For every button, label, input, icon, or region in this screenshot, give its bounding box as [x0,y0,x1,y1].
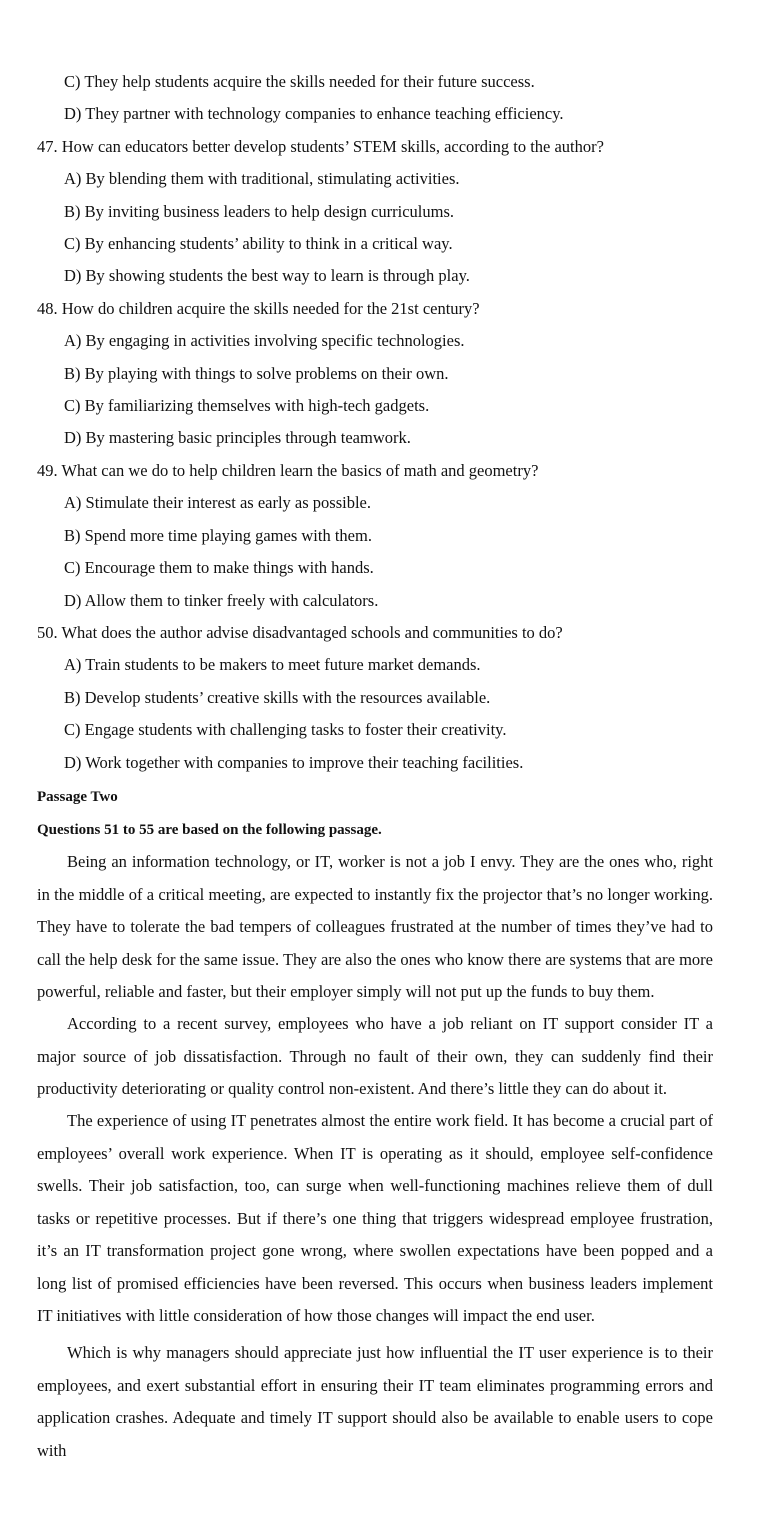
passage-paragraph-4: Which is why managers should appreciate just how influential the IT user experience is to their employees, and exert substantial effort in ensuring their IT team eliminates programming errors and application crashes. Adequate and timely IT support should also be available to enable users to cope with [37,1343,713,1460]
q50-option-b: B) Develop students’ creative skills with the resources available. [64,688,491,707]
q46-option-d: D) They partner with technology companies to enhance teaching efficiency. [64,104,564,123]
q48-option-d: D) By mastering basic principles through teamwork. [64,428,411,447]
q47-option-b: B) By inviting business leaders to help design curriculums. [64,202,454,221]
passage-instruction: Questions 51 to 55 are based on the following passage. [37,822,382,838]
q50-option-d: D) Work together with companies to improve their teaching facilities. [64,753,524,772]
q48-option-a: A) By engaging in activities involving specific technologies. [64,331,465,350]
q47-stem: 47. How can educators better develop students’ STEM skills, according to the author? [37,137,604,156]
q50-option-a: A) Train students to be makers to meet future market demands. [64,655,481,674]
q48-stem: 48. How do children acquire the skills needed for the 21st century? [37,299,480,318]
passage-paragraph-3: The experience of using IT penetrates almost the entire work field. It has become a crucial part of employees’ overall work experience. When IT is operating as it should, employee self-confidence swells. Their job satisfaction, too, can surge when well-functioning machines relieve them of dull tasks or repetitive processes. But if there’s one thing that triggers widespread employee frustration, it’s an IT transformation project gone wrong, where swollen expectations have been popped and a long list of promised efficiencies have been reversed. This occurs when business leaders implement IT initiatives with little consideration of how those changes will impact the end user. [37,1111,713,1325]
q46-option-c: C) They help students acquire the skills needed for their future success. [64,72,535,91]
q47-option-c: C) By enhancing students’ ability to think in a critical way. [64,234,453,253]
q49-option-d: D) Allow them to tinker freely with calculators. [64,591,379,610]
q49-option-b: B) Spend more time playing games with them. [64,526,372,545]
passage-paragraph-2: According to a recent survey, employees who have a job reliant on IT support consider IT a major source of job dissatisfaction. Through no fault of their own, they can suddenly find their productivity deteriorating or quality control non-existent. And there’s little they can do about it. [37,1014,713,1098]
q50-stem: 50. What does the author advise disadvantaged schools and communities to do? [37,623,563,642]
passage-title: Passage Two [37,789,118,805]
q47-option-d: D) By showing students the best way to learn is through play. [64,266,470,285]
q50-option-c: C) Engage students with challenging tasks to foster their creativity. [64,720,507,739]
q48-option-b: B) By playing with things to solve problems on their own. [64,364,449,383]
q49-stem: 49. What can we do to help children learn the basics of math and geometry? [37,461,539,480]
q47-option-a: A) By blending them with traditional, stimulating activities. [64,169,460,188]
q48-option-c: C) By familiarizing themselves with high-tech gadgets. [64,396,430,415]
passage-paragraph-1: Being an information technology, or IT, worker is not a job I envy. They are the ones who, right in the middle of a critical meeting, are expected to instantly fix the projector that’s no longer working. They have to tolerate the bad tempers of colleagues frustrated at the number of times they’ve had to call the help desk for the same issue. They are also the ones who know there are systems that are more powerful, reliable and faster, but their employer simply will not put up the funds to buy them. [37,852,713,1001]
q49-option-c: C) Encourage them to make things with hands. [64,558,374,577]
q49-option-a: A) Stimulate their interest as early as possible. [64,493,372,512]
